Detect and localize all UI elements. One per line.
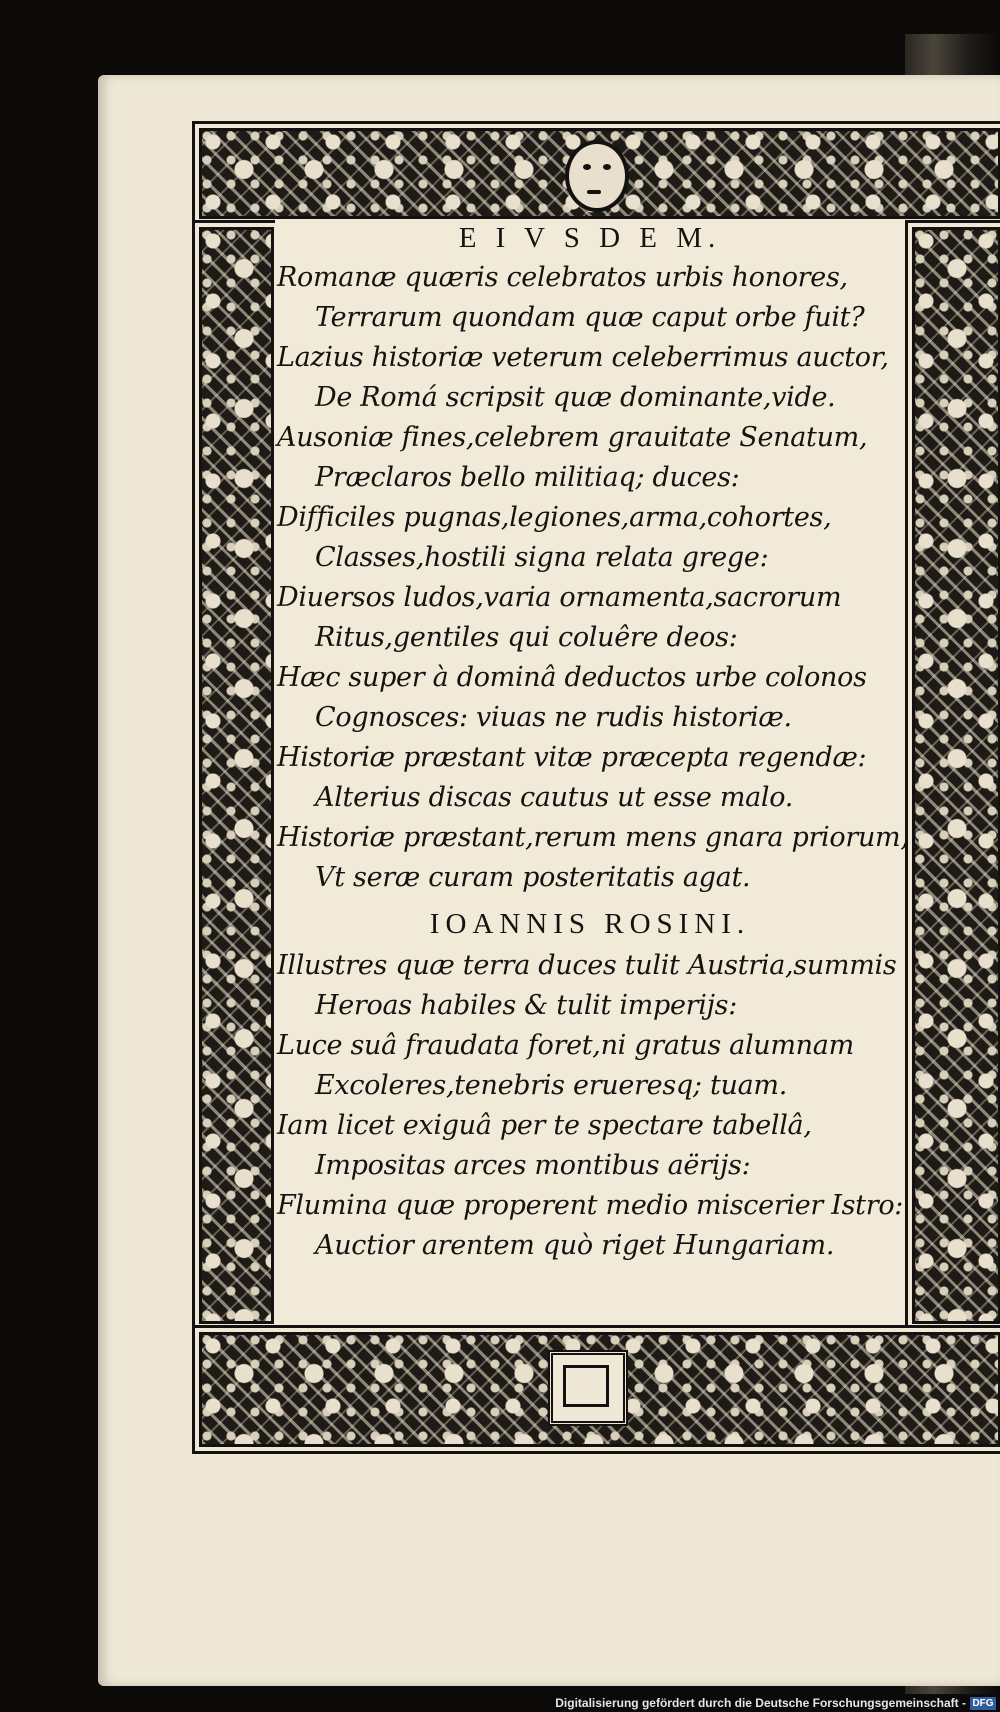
- verse-line: De Romá scripsit quæ dominante,vide.: [315, 382, 836, 413]
- verse-line: Classes,hostili signa relata grege:: [315, 542, 769, 573]
- verse-line: Difficiles pugnas,legiones,arma,cohortes,: [277, 502, 832, 533]
- face-mouth: [587, 190, 601, 194]
- face-eye: [583, 164, 591, 170]
- ornamental-border-left: [192, 220, 281, 1331]
- heading-ioannis-rosini: IOANNIS ROSINI.: [429, 908, 751, 940]
- verse-line: Luce suâ fraudata foret,ni gratus alumnam: [277, 1030, 854, 1061]
- verse-line: Vt seræ curam posteritatis agat.: [315, 862, 751, 893]
- verse-line: Alterius discas cautus ut esse malo.: [315, 782, 794, 813]
- text-panel: [275, 220, 909, 1325]
- ornament-cartouche-icon: [548, 1350, 628, 1426]
- verse-line: Lazius historiæ veterum celeberrimus auctor,: [277, 342, 889, 373]
- verse-line: Diuersos ludos,varia ornamenta,sacrorum: [277, 582, 842, 613]
- verse-line: Cognosces: viuas ne rudis historiæ.: [315, 702, 792, 733]
- face-eye: [603, 164, 611, 170]
- verse-line: Auctior arentem quò riget Hungariam.: [315, 1230, 835, 1261]
- ornamental-border-right: [905, 220, 1000, 1331]
- verse-line: Hæc super à dominâ deductos urbe colonos: [277, 662, 867, 693]
- ornament-face-icon: [565, 140, 629, 212]
- verse-line: Flumina quæ properent medio miscerier Istro:: [277, 1190, 904, 1221]
- verse-line: Præclaros bello militiaq; duces:: [315, 462, 740, 493]
- verse-line: Terrarum quondam quæ caput orbe fuit?: [315, 302, 865, 333]
- verse-line: Iam licet exiguâ per te spectare tabellâ,: [277, 1110, 812, 1141]
- verse-line: Historiæ præstant,rerum mens gnara priorum,: [277, 822, 909, 853]
- funding-credit: Digitalisierung gefördert durch die Deutsche Forschungsgemeinschaft -: [555, 1696, 966, 1710]
- cartouche-frame: [563, 1365, 609, 1407]
- verse-line: Excoleres,tenebris erueresq; tuam.: [315, 1070, 787, 1101]
- verse-line: Impositas arces montibus aërijs:: [315, 1150, 751, 1181]
- verse-line: Romanæ quæris celebratos urbis honores,: [277, 262, 848, 293]
- verse-line: Ritus,gentiles qui coluêre deos:: [315, 622, 738, 653]
- verse-line: Illustres quæ terra duces tulit Austria,summis: [277, 950, 897, 981]
- verse-line: Historiæ præstant vitæ præcepta regendæ:: [277, 742, 867, 773]
- verse-line: Ausoniæ fines,celebrem grauitate Senatum,: [277, 422, 868, 453]
- dfg-logo: DFG: [970, 1697, 996, 1710]
- verse-line: Heroas habiles & tulit imperijs:: [315, 990, 738, 1021]
- heading-eiusdem: E I V S D E M.: [458, 222, 722, 254]
